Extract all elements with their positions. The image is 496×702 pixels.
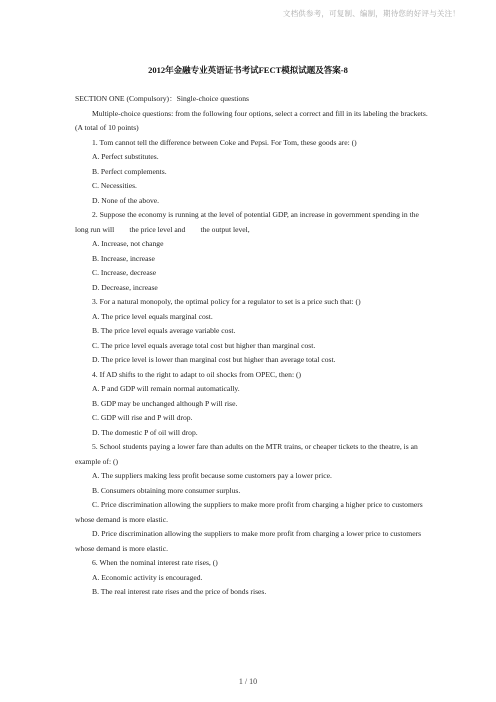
instructions: Multiple-choice questions: from the following four options, select a correct and fill in its labeling the brackets. (A total of 10 points)	[75, 108, 428, 132]
option: B. The real interest rate rises and the price of bonds rises.	[92, 587, 267, 596]
question	[75, 368, 430, 441]
option: C. Necessities.	[92, 181, 137, 190]
option: B. Increase, increase	[92, 253, 155, 263]
question-stem: 3. For a natural monopoly, the optimal policy for a regulator to set is a price such that: ()	[92, 297, 361, 306]
option: C. Increase, decrease	[92, 268, 157, 277]
option: A. Perfect substitutes.	[92, 152, 159, 161]
page-number: 1 / 10	[238, 677, 258, 686]
document-title: 2012年金融专业英语证书考试FECT模拟试题及答案-8	[148, 65, 348, 75]
question	[75, 440, 430, 556]
option: A. The price level equals marginal cost.	[92, 311, 213, 321]
document-body	[75, 92, 430, 600]
section-heading: SECTION ONE (Compulsory)：Single-choice questions	[75, 94, 250, 103]
option: C. GDP will rise and P will drop.	[92, 413, 193, 422]
option: B. Consumers obtaining more consumer surplus.	[92, 485, 241, 495]
option: A. The suppliers making less profit because some customers pay a lower price.	[92, 471, 332, 480]
question-stem: 6. When the nominal interest rate rises, ()	[92, 558, 218, 567]
option: B. GDP may be unchanged although P will rise.	[92, 398, 238, 408]
option: D. The domestic P of oil will drop.	[92, 427, 198, 437]
option: C. The price level equals average total cost but higher than marginal cost.	[92, 340, 316, 350]
option: C. Price discrimination allowing the suppliers to make more profit from charging a higher price to customers whose demand is more elastic.	[75, 500, 423, 524]
question	[75, 136, 430, 209]
option: A. P and GDP will remain normal automatically.	[92, 384, 240, 393]
option: B. Perfect complements.	[92, 166, 167, 176]
option: A. Increase, not change	[92, 239, 164, 248]
question	[75, 208, 430, 295]
option: B. The price level equals average variable cost.	[92, 326, 236, 335]
question-stem: 5. School students paying a lower fare than adults on the MTR trains, or cheaper tickets to the theatre, is an example of: ()	[75, 442, 418, 466]
question	[75, 556, 430, 600]
question-stem: 4. If AD shifts to the right to adapt to oil shocks from OPEC, then: ()	[92, 369, 302, 379]
option: D. None of the above.	[92, 195, 160, 205]
option: D. Decrease, increase	[92, 282, 158, 292]
option: A. Economic activity is encouraged.	[92, 572, 203, 582]
question	[75, 295, 430, 368]
watermark: 文档供参考，可复制、编制，期待您的好评与关注！	[282, 9, 460, 18]
question-stem: 2. Suppose the economy is running at the level of potential GDP, an increase in government spending in the long run will the price level and the output level,	[75, 210, 419, 234]
question-stem: 1. Tom cannot tell the difference between Coke and Pepsi. For Tom, these goods are: ()	[92, 137, 357, 147]
option: D. Price discrimination allowing the suppliers to make more profit from charging a lower price to customers whose demand is more elastic.	[75, 529, 422, 553]
option: D. The price level is lower than marginal cost but higher than average total cost.	[92, 355, 336, 364]
